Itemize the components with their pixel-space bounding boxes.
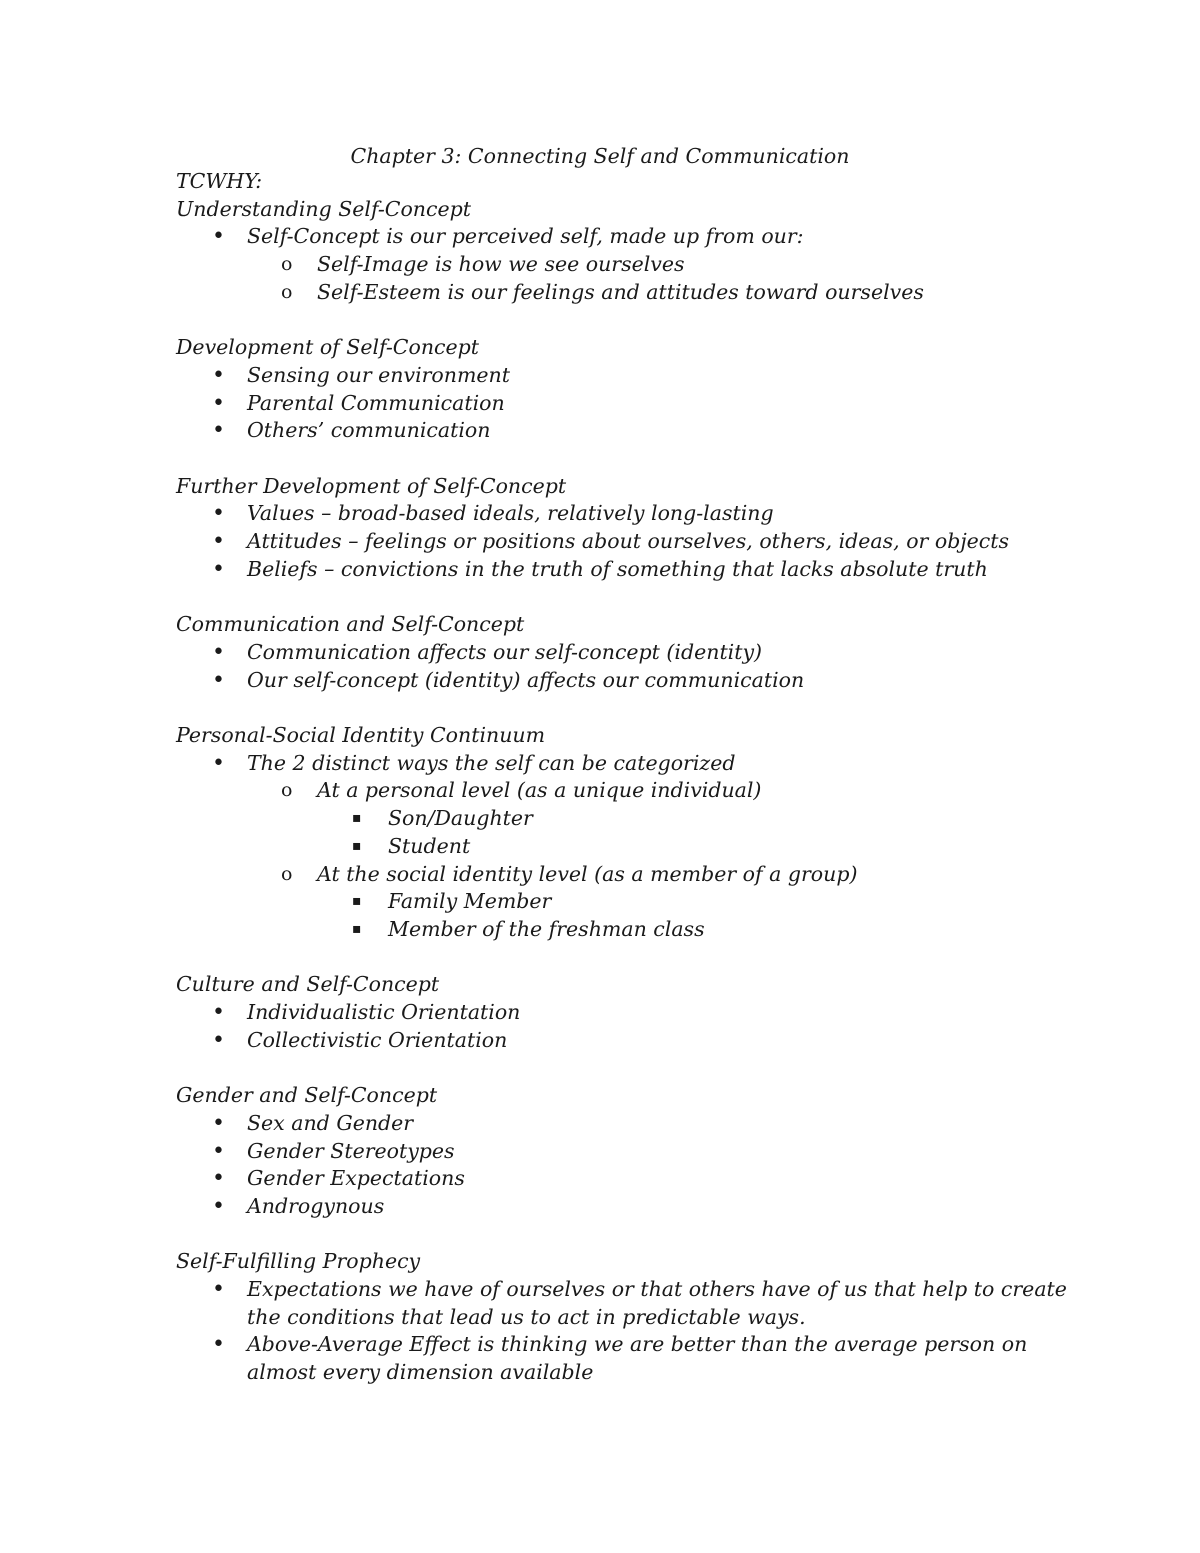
bullet-dot-icon: • <box>212 1027 225 1053</box>
section-heading: Personal-Social Identity Continuum <box>176 723 546 747</box>
list-item-text: Collectivistic Orientation <box>247 1027 508 1052</box>
spacer <box>176 584 1076 612</box>
list-item <box>176 1138 1076 1166</box>
list-item-text: Gender Expectations <box>247 1166 465 1191</box>
bullet-circle-icon: o <box>281 280 293 303</box>
list-item <box>176 777 1076 805</box>
section-heading: Communication and Self-Concept <box>176 612 525 637</box>
bullet-dot-icon: • <box>212 1110 225 1136</box>
bullet-dot-icon: • <box>212 501 225 527</box>
list-item-text: Member of the freshman class <box>388 916 705 941</box>
list-item <box>176 528 1076 556</box>
list-item <box>176 1110 1076 1138</box>
list-item-text: Androgynous <box>247 1193 385 1218</box>
spacer <box>176 445 1076 473</box>
bullet-dot-icon: • <box>212 418 225 444</box>
list-item-text: Student <box>388 833 471 858</box>
list-item <box>176 251 1076 279</box>
list-item-text: Sex and Gender <box>247 1110 414 1135</box>
bullet-dot-icon: • <box>212 1332 225 1358</box>
list-item <box>176 833 1076 861</box>
list-item <box>176 1027 1076 1055</box>
bullet-square-icon: ▪ <box>352 837 362 854</box>
list-item-text: Others’ communication <box>247 418 491 443</box>
list-item <box>176 1276 1076 1304</box>
list-item <box>176 999 1076 1027</box>
bullet-dot-icon: • <box>212 529 225 555</box>
section-heading: Self-Fulfilling Prophecy <box>176 1249 421 1274</box>
spacer <box>176 944 1076 972</box>
bullet-dot-icon: • <box>212 750 225 776</box>
bullet-dot-icon: • <box>212 390 225 416</box>
spacer <box>176 694 1076 722</box>
bullet-dot-icon: • <box>212 639 225 665</box>
list-item-text: Self-Image is how we see ourselves <box>317 252 685 277</box>
list-item-text: Self-Esteem is our feelings and attitudes toward ourselves <box>317 279 924 304</box>
bullet-dot-icon: • <box>212 1000 225 1026</box>
list-item-text: At the social identity level (as a member of a group) <box>317 861 858 886</box>
list-item <box>176 639 1076 667</box>
bullet-circle-icon: o <box>281 862 293 885</box>
list-item <box>176 1331 1076 1359</box>
list-item-text: Gender Stereotypes <box>247 1138 455 1163</box>
bullet-dot-icon: • <box>212 362 225 388</box>
list-item-text: Parental Communication <box>247 390 505 415</box>
bullet-dot-icon: • <box>212 1138 225 1164</box>
list-item-text: At a personal level (as a unique individual) <box>317 778 762 803</box>
list-item-text: Attitudes – feelings or positions about ourselves, others, ideas, or objects <box>247 529 1010 554</box>
list-item <box>176 362 1076 390</box>
bullet-dot-icon: • <box>212 667 225 693</box>
bullet-dot-icon: • <box>212 1277 225 1303</box>
list-item <box>176 556 1076 584</box>
list-item-text: Sensing our environment <box>247 362 510 387</box>
bullet-dot-icon: • <box>212 1166 225 1192</box>
list-item <box>176 1165 1076 1193</box>
bullet-dot-icon: • <box>212 556 225 582</box>
list-item <box>176 390 1076 418</box>
list-item <box>176 500 1076 528</box>
list-item-text: The 2 distinct ways the self can be categorized <box>247 750 736 775</box>
bullet-square-icon: ▪ <box>352 920 362 937</box>
list-item-text: Individualistic Orientation <box>247 1000 521 1025</box>
section-heading: Further Development of Self-Concept <box>176 473 567 498</box>
bullet-square-icon: ▪ <box>352 893 362 910</box>
list-item <box>176 888 1076 916</box>
list-item-text: Our self-concept (identity) affects our communication <box>247 667 805 692</box>
bullet-circle-icon: o <box>281 779 293 802</box>
list-item-text: Values – broad-based ideals, relatively long-lasting <box>247 501 774 526</box>
list-item <box>176 417 1076 445</box>
list-item <box>176 223 1076 251</box>
list-item-text: Family Member <box>388 889 552 914</box>
list-item-continuation: almost every dimension available <box>247 1360 594 1385</box>
list-item <box>176 1193 1076 1221</box>
list-item <box>176 750 1076 778</box>
list-item-continuation: the conditions that lead us to act in predictable ways. <box>247 1304 806 1329</box>
section-heading: Gender and Self-Concept <box>176 1083 438 1108</box>
bullet-square-icon: ▪ <box>352 810 362 827</box>
list-item-text: Son/Daughter <box>388 806 533 831</box>
list-item <box>176 667 1076 695</box>
document-body <box>176 168 1076 1387</box>
spacer <box>176 307 1076 335</box>
list-item-text: Above-Average Effect is thinking we are better than the average person on <box>247 1332 1028 1357</box>
list-item <box>176 279 1076 307</box>
spacer <box>176 1221 1076 1249</box>
tcwhy-label: TCWHY: <box>176 169 263 193</box>
spacer <box>176 1054 1076 1082</box>
bullet-circle-icon: o <box>281 253 293 276</box>
list-item-text: Self-Concept is our perceived self, made up from our: <box>247 224 804 249</box>
bullet-dot-icon: • <box>212 224 225 250</box>
bullet-dot-icon: • <box>212 1193 225 1219</box>
list-item <box>176 861 1076 889</box>
list-item <box>176 916 1076 944</box>
document-title: Chapter 3: Connecting Self and Communication <box>350 144 850 168</box>
section-heading: Development of Self-Concept <box>176 335 479 360</box>
section-heading: Culture and Self-Concept <box>176 972 440 997</box>
list-item-text: Communication affects our self-concept (identity) <box>247 639 763 664</box>
list-item <box>176 805 1076 833</box>
list-item-text: Beliefs – convictions in the truth of something that lacks absolute truth <box>247 556 988 581</box>
section-heading: Understanding Self-Concept <box>176 196 471 221</box>
list-item-text: Expectations we have of ourselves or that others have of us that help to create <box>247 1277 1067 1302</box>
